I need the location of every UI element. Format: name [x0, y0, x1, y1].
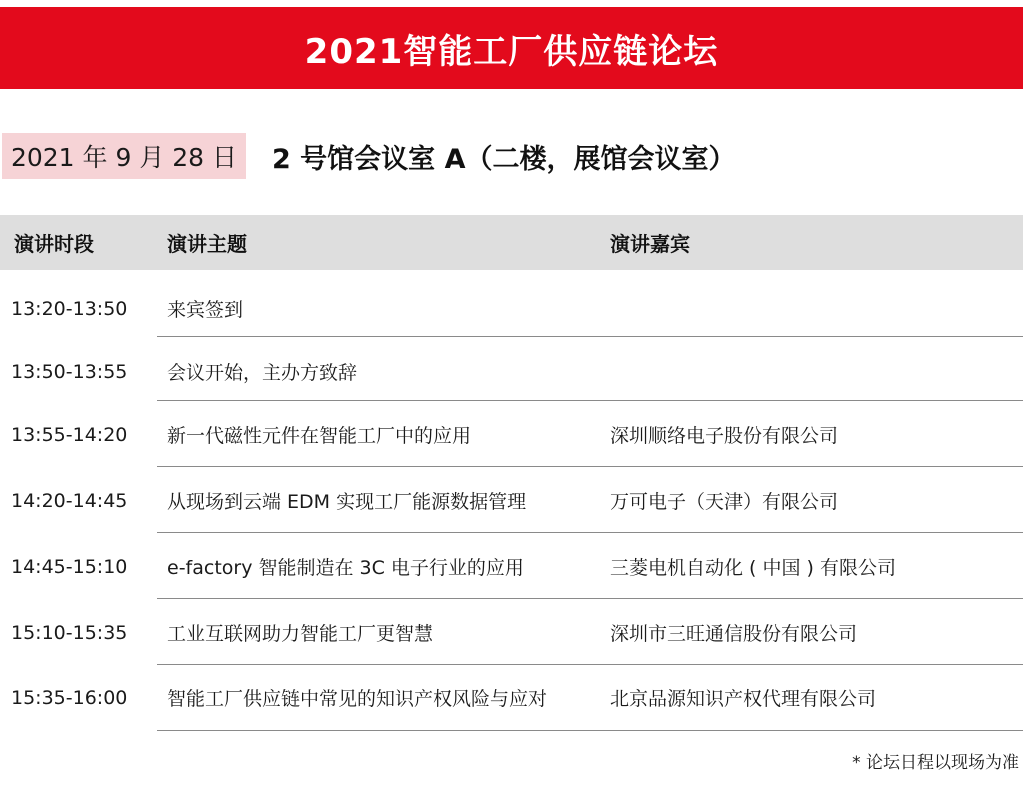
row-time: 13:20-13:50: [11, 297, 128, 320]
row-topic: 会议开始，主办方致辞: [167, 362, 358, 384]
row-speaker: 三菱电机自动化 ( 中国 ) 有限公司: [610, 557, 896, 579]
row-divider: [157, 664, 1023, 665]
row-divider: [157, 598, 1023, 599]
table-row: [0, 280, 1023, 337]
schedule-table-header: [0, 215, 1023, 270]
row-divider: [157, 532, 1023, 533]
row-topic: 来宾签到: [167, 299, 244, 321]
row-time: 14:45-15:10: [11, 555, 128, 578]
row-divider: [157, 400, 1023, 401]
row-speaker: 深圳市三旺通信股份有限公司: [610, 623, 858, 645]
row-topic: 智能工厂供应链中常见的知识产权风险与应对: [167, 688, 548, 710]
table-row: [0, 472, 1023, 529]
venue-label: 2 号馆会议室 A（二楼，展馆会议室）: [272, 143, 736, 175]
row-speaker: 万可电子（天津）有限公司: [610, 491, 839, 513]
row-time: 13:50-13:55: [11, 360, 128, 383]
row-time: 15:35-16:00: [11, 686, 128, 709]
row-topic: 工业互联网助力智能工厂更智慧: [167, 623, 434, 645]
table-row: [0, 669, 1023, 726]
row-speaker: 深圳顺络电子股份有限公司: [610, 425, 839, 447]
table-row: [0, 343, 1023, 400]
row-time: 15:10-15:35: [11, 621, 128, 644]
title-banner: [0, 7, 1023, 89]
header-time: 演讲时段: [14, 232, 94, 256]
header-topic: 演讲主题: [167, 232, 247, 256]
row-time: 14:20-14:45: [11, 489, 128, 512]
row-topic: e-factory 智能制造在 3C 电子行业的应用: [167, 557, 524, 579]
event-info: [0, 133, 1023, 179]
row-time: 13:55-14:20: [11, 423, 128, 446]
date-badge: 2021 年 9 月 28 日: [2, 133, 246, 179]
footnote: * 论坛日程以现场为准: [852, 753, 1019, 773]
table-row: [0, 538, 1023, 595]
row-divider: [157, 730, 1023, 731]
table-row: [0, 406, 1023, 463]
page-title: 2021智能工厂供应链论坛: [304, 31, 719, 72]
row-divider: [157, 336, 1023, 337]
row-divider: [157, 466, 1023, 467]
header-speaker: 演讲嘉宾: [610, 232, 690, 256]
row-speaker: 北京品源知识产权代理有限公司: [610, 688, 877, 710]
row-topic: 从现场到云端 EDM 实现工厂能源数据管理: [167, 491, 527, 513]
row-topic: 新一代磁性元件在智能工厂中的应用: [167, 425, 472, 447]
table-row: [0, 604, 1023, 661]
